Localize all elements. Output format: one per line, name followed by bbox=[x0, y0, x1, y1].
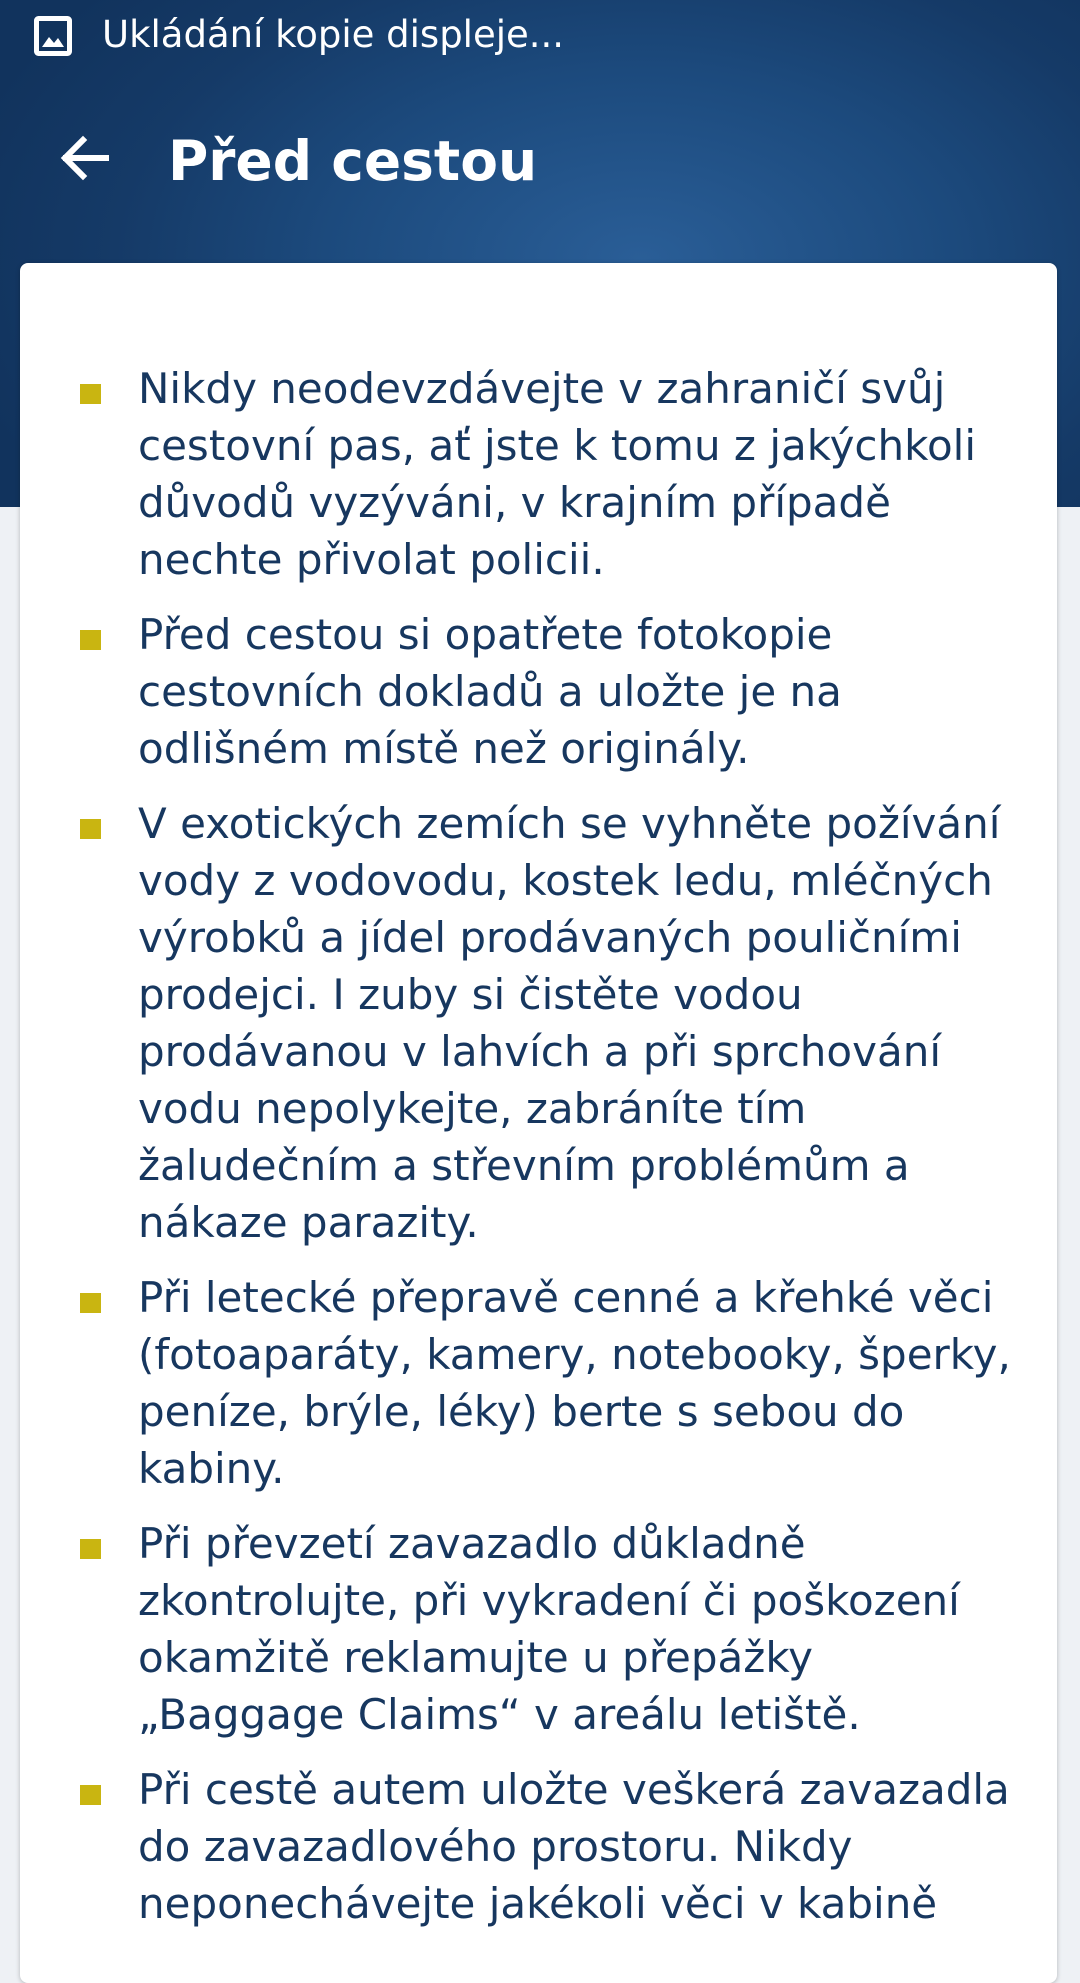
content-card bbox=[20, 263, 1057, 1983]
bullet-icon bbox=[80, 1785, 101, 1805]
list-item bbox=[20, 1269, 1057, 1497]
tip-text: Před cestou si opatřete fotokopie cestovních dokladů a uložte je na odlišném místě než originály. bbox=[138, 610, 842, 773]
back-button[interactable] bbox=[38, 114, 130, 206]
tip-text: V exotických zemích se vyhněte požívání vody z vodovodu, kostek ledu, mléčných výrobků a jídel prodávaných pouličními prodejci. I zuby si čistěte vodou prodávanou v lahvích a při sprchování vodu nepolykejte, zabráníte tím žaludečním a střevním problémům a nákaze parazity. bbox=[138, 799, 1001, 1247]
bullet-icon bbox=[80, 1539, 101, 1559]
app-bar bbox=[0, 96, 1080, 224]
bullet-icon bbox=[80, 384, 101, 404]
list-item bbox=[20, 606, 1057, 777]
screenshot-image-icon bbox=[34, 16, 72, 56]
tip-list bbox=[20, 360, 1057, 1950]
tip-text: Při cestě autem uložte veškerá zavazadla do zavazadlového prostoru. Nikdy neponechávejte jakékoli věci v kabině bbox=[138, 1765, 1010, 1928]
list-item bbox=[20, 1761, 1057, 1932]
bullet-icon bbox=[80, 630, 101, 650]
tip-text: Při letecké přepravě cenné a křehké věci (fotoaparáty, kamery, notebooky, šperky, peníze, brýle, léky) berte s sebou do kabiny. bbox=[138, 1273, 1011, 1493]
bullet-icon bbox=[80, 819, 101, 839]
arrow-back-icon bbox=[58, 132, 110, 188]
bullet-icon bbox=[80, 1293, 101, 1313]
status-notification-text: Ukládání kopie displeje... bbox=[102, 13, 565, 56]
list-item bbox=[20, 360, 1057, 588]
list-item bbox=[20, 1515, 1057, 1743]
tip-text: Nikdy neodevzdávejte v zahraničí svůj cestovní pas, ať jste k tomu z jakýchkoli důvodů vyzýváni, v krajním případě nechte přivolat policii. bbox=[138, 364, 976, 584]
page-title: Před cestou bbox=[168, 129, 538, 193]
tip-text: Při převzetí zavazadlo důkladně zkontrolujte, při vykradení či poškození okamžitě reklamujte u přepážky „Baggage Claims“ v areálu letiště. bbox=[138, 1519, 960, 1739]
status-bar bbox=[0, 0, 1080, 72]
list-item bbox=[20, 795, 1057, 1251]
